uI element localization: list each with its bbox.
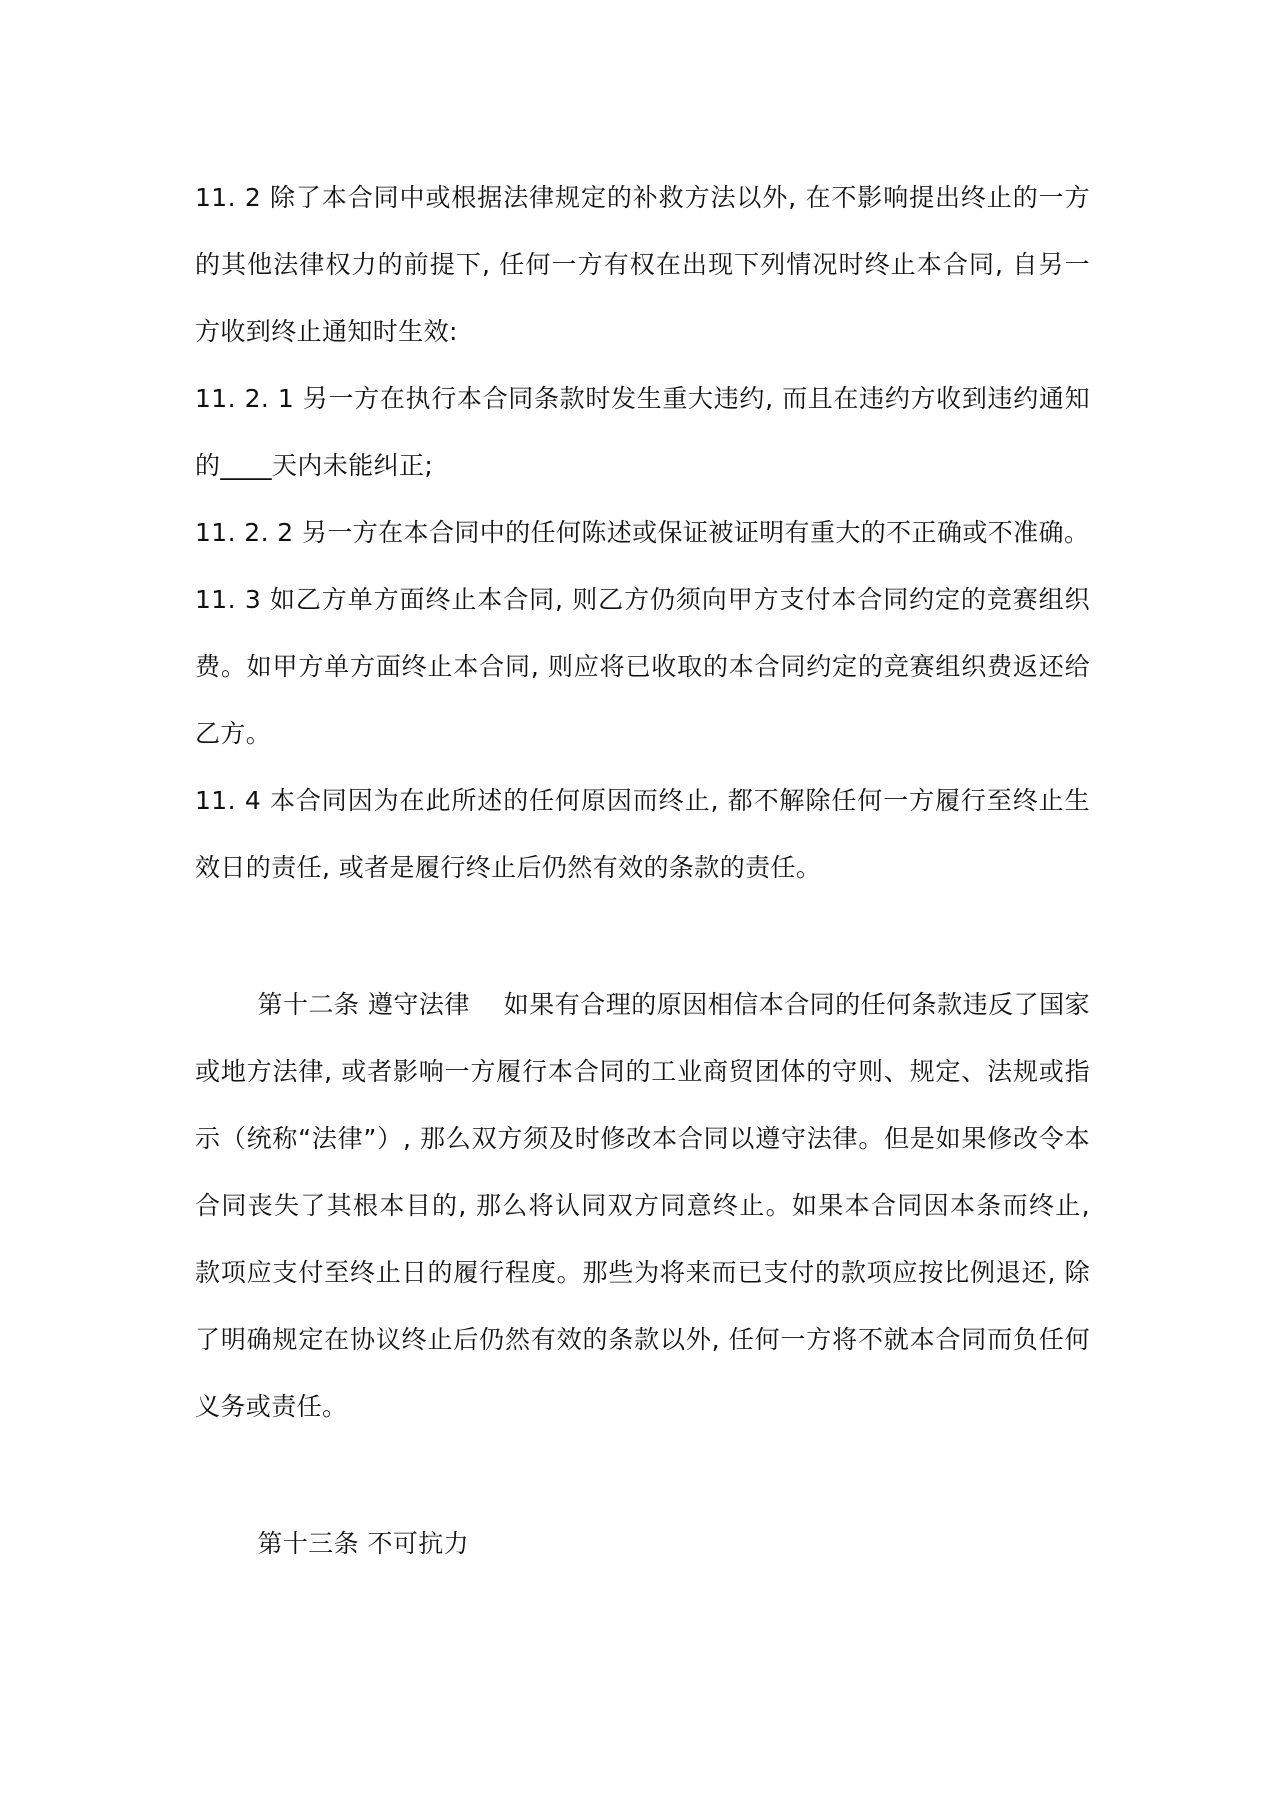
clause-11-2: 11. 2 除了本合同中或根据法律规定的补救方法以外, 在不影响提出终止的一方的其他法律权力的前提下, 任何一方有权在出现下列情况时终止本合同, 自另一方收到终止通知时生效: <box>195 183 1090 346</box>
section-spacer <box>195 901 1090 971</box>
clause-11-2-2: 11. 2. 2 另一方在本合同中的任何陈述或保证被证明有重大的不正确或不准确。 <box>195 518 1090 547</box>
article-13-heading: 第十三条 不可抗力 <box>257 1529 470 1558</box>
section-spacer <box>195 1440 1090 1510</box>
clause-11-2-1: 11. 2. 1 另一方在执行本合同条款时发生重大违约, 而且在违约方收到违约通知的____天内未能纠正; <box>195 384 1090 480</box>
clause-11-3: 11. 3 如乙方单方面终止本合同, 则乙方仍须向甲方支付本合同约定的竞赛组织费。如甲方单方面终止本合同, 则应将已收取的本合同约定的竞赛组织费返还给乙方。 <box>195 585 1090 748</box>
document-body <box>195 164 1090 1577</box>
article-12: 第十二条 遵守法律 如果有合理的原因相信本合同的任何条款违反了国家或地方法律, 或者影响一方履行本合同的工业商贸团体的守则、规定、法规或指示（统称“法律”）, 那么双方须及时修改本合同以遵守法律。但是如果修改令本合同丧失了其根本目的, 那么将认同双方同意终止。如果本合同因本条而终止, 款项应支付至终止日的履行程度。那些为将来而已支付的款项应按比例退还, 除了明确规定在协议终止后仍然有效的条款以外, 任何一方将不就本合同而负任何义务或责任。 <box>195 990 1090 1421</box>
clause-11-4: 11. 4 本合同因为在此所述的任何原因而终止, 都不解除任何一方履行至终止生效日的责任, 或者是履行终止后仍然有效的条款的责任。 <box>195 786 1090 882</box>
